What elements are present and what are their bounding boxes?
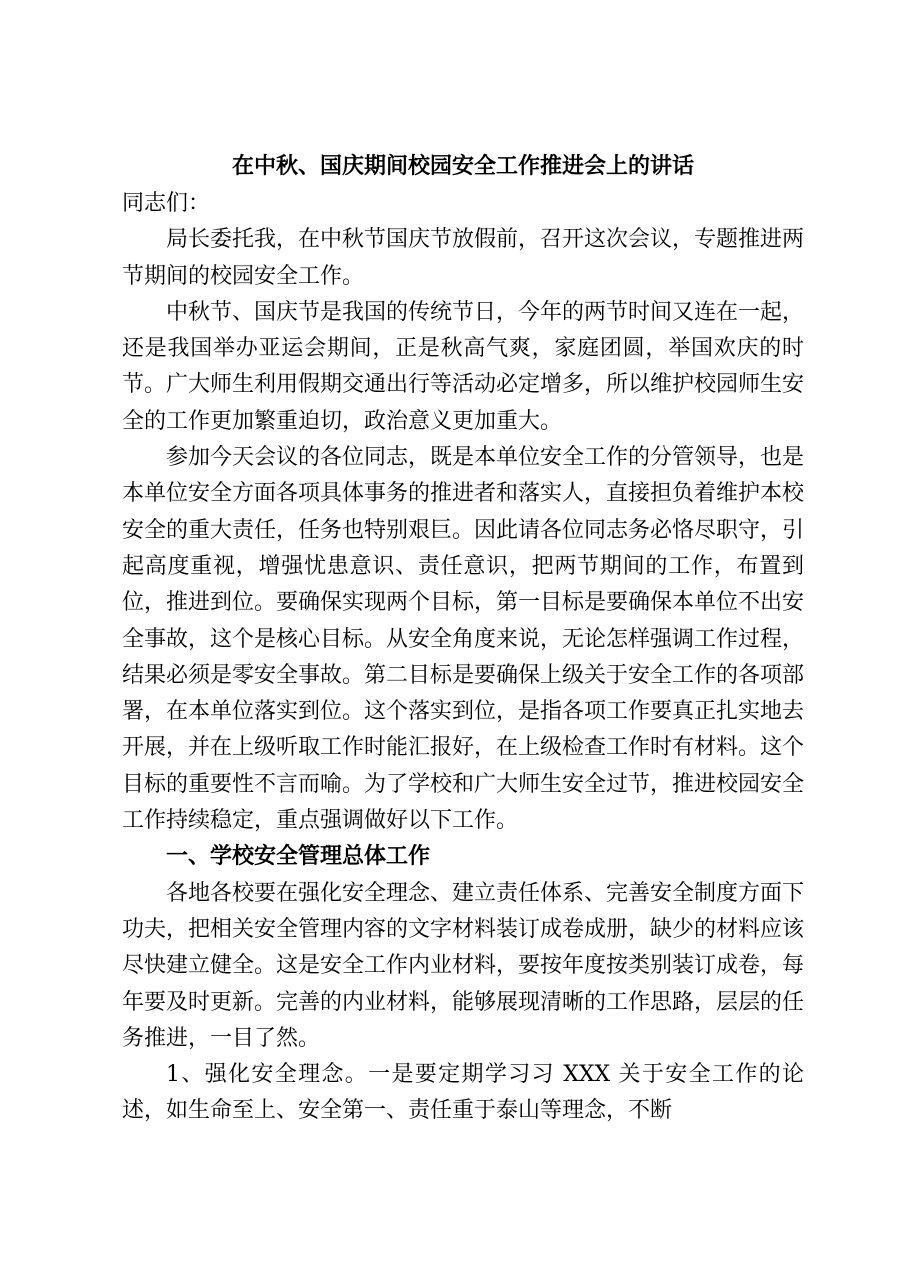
paragraph-holidays: 中秋节、国庆节是我国的传统节日，今年的两节时间又连在一起，还是我国举办亚运会期间，正是秋高气爽，家庭团圆，举国欢庆的时节。广大师生利用假期交通出行等活动必定增多，所以维护校园师生安全的工作更加繁重迫切，政治意义更加重大。: [122, 299, 805, 434]
paragraph-management-materials: 各地各校要在强化安全理念、建立责任体系、完善安全制度方面下功夫，把相关安全管理内容的文字材料装订成卷成册，缺少的材料应该尽快建立健全。这是安全工作内业材料，要按年度按类别装订成卷，每年要及时更新。完善的内业材料，能够展现清晰的工作思路，层层的任务推进，一目了然。: [122, 880, 805, 1051]
paragraph-safety-concept: 1、强化安全理念。一是要定期学习习 XXX 关于安全工作的论述，如生命至上、安全第一、责任重于泰山等理念，不断: [122, 1062, 804, 1124]
greeting: 同志们：: [122, 191, 211, 216]
section-heading-1: 一、学校安全管理总体工作: [166, 844, 431, 870]
paragraph-responsibilities: 参加今天会议的各位同志，既是本单位安全工作的分管领导，也是本单位安全方面各项具体事务的推进者和落实人，直接担负着维护本校安全的重大责任，任务也特别艰巨。因此请各位同志务必恪尽职守，引起高度重视，增强忧患意识、责任意识，把两节期间的工作，布置到位，推进到位。要确保实现两个目标，第一目标是要确保本单位不出安全事故，这个是核心目标。从安全角度来说，无论怎样强调工作过程，结果必须是零安全事故。第二目标是要确保上级关于安全工作的各项部署，在本单位落实到位。这个落实到位，是指各项工作要真正扎实地去开展，并在上级听取工作时能汇报好，在上级检查工作时有材料。这个目标的重要性不言而喻。为了学校和广大师生安全过节，推进校园安全工作持续稳定，重点强调做好以下工作。: [122, 445, 805, 834]
document-title: 在中秋、国庆期间校园安全工作推进会上的讲话: [231, 153, 694, 179]
document-body: [122, 146, 804, 1130]
paragraph-entrustment: 局长委托我，在中秋节国庆节放假前，召开这次会议，专题推进两节期间的校园安全工作。: [122, 227, 805, 289]
